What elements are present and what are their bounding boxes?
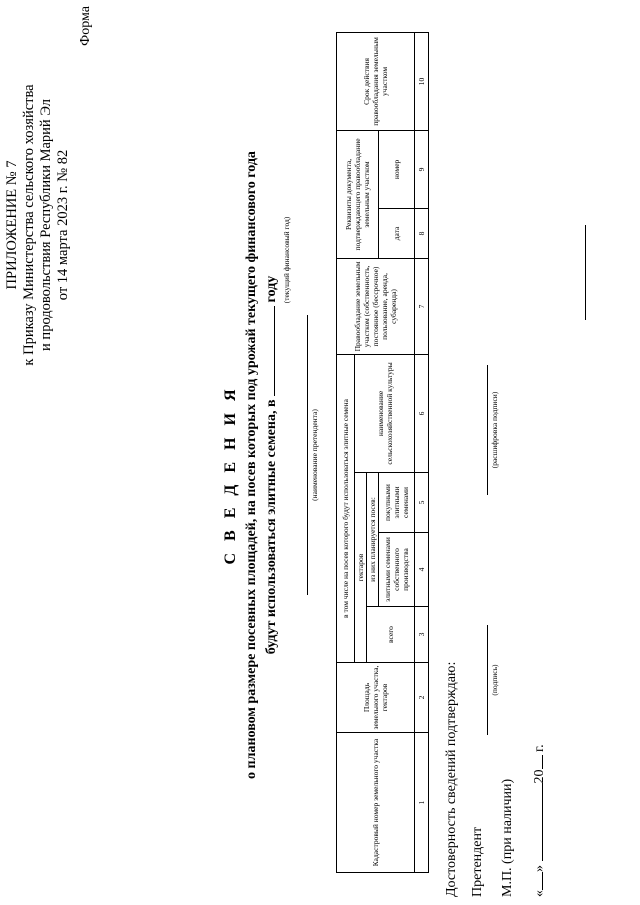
th-planned: из них планируется посев:: [367, 473, 379, 607]
appendix-line-3: и продовольствия Республики Марий Эл: [38, 99, 54, 351]
date-close-quote: »: [532, 865, 547, 872]
th-crop: наименование сельскохозяйственной культуры: [355, 354, 415, 472]
th-total: всего: [367, 607, 415, 663]
signature-caption: (подпись): [490, 664, 499, 696]
col-num: 1: [415, 733, 429, 873]
date-open-quote: «: [532, 890, 547, 897]
year-suffix: г.: [532, 744, 547, 752]
th-term: Срок действия правообладания земельным участком: [337, 32, 415, 130]
th-area: Площадь земельного участка, гектаров: [337, 663, 415, 733]
subtitle-2-left: будут использоваться элитные семена, в: [264, 399, 279, 655]
extra-line[interactable]: [584, 225, 586, 320]
appendix-header: [4, 25, 72, 425]
col-num: 9: [415, 130, 429, 208]
th-right: Правообладание земельным участком (собственность, постоянное (бессрочное) пользование, аренда, субаренда): [337, 258, 415, 354]
col-num: 8: [415, 208, 429, 258]
col-num: 5: [415, 473, 429, 533]
year-input-line[interactable]: [262, 306, 275, 396]
document-subtitle-2: [262, 165, 280, 765]
date-row: [530, 744, 548, 897]
col-num: 7: [415, 258, 429, 354]
th-cadastral: Кадастровый номер земельного участка: [337, 733, 415, 873]
applicant-caption: (наименование претендента): [310, 409, 319, 501]
th-including: в том числе на посев которого будут использоваться элитные семена: [337, 354, 355, 662]
signature-line[interactable]: [486, 625, 488, 735]
th-number: номер: [379, 130, 415, 208]
appendix-line-4: от 14 марта 2023 г. № 82: [55, 149, 71, 301]
th-own-seeds: элитными семенами собственного производства: [379, 533, 415, 607]
decoding-caption: (расшифровка подписи): [490, 391, 499, 469]
th-hectares: гектаров: [355, 473, 367, 663]
confirmation-text: Достоверность сведений подтверждаю:: [444, 661, 459, 897]
col-num: 2: [415, 663, 429, 733]
applicant-name-line[interactable]: [306, 315, 308, 595]
year-prefix: 20: [532, 769, 547, 784]
col-num: 6: [415, 354, 429, 472]
subtitle-2-right: году: [264, 275, 279, 303]
plots-table: [336, 32, 429, 873]
year-caption: (текущий финансовый год): [282, 216, 291, 304]
year-field[interactable]: [530, 756, 543, 770]
th-doc-reqs: Реквизиты документа, подтверждающего правообладание земельным участком: [337, 130, 379, 258]
th-bought-seeds: покупными элитными семенами: [379, 473, 415, 533]
form-label: Форма: [78, 6, 93, 46]
col-num: 10: [415, 32, 429, 130]
document-subtitle-1: о плановом размере посевных площадей, на посев которых под урожай текущего финансового года: [244, 151, 259, 779]
col-num: 4: [415, 533, 429, 607]
mp-label: М.П. (при наличии): [500, 778, 515, 897]
table-column-numbers: [415, 32, 429, 872]
appendix-line-2: к Приказу Министерства сельского хозяйства: [21, 84, 37, 366]
pretendent-label: Претендент: [470, 826, 485, 897]
appendix-number: ПРИЛОЖЕНИЕ № 7: [4, 160, 20, 290]
document-title: С В Е Д Е Н И Я: [222, 385, 239, 565]
decoding-line[interactable]: [486, 365, 488, 495]
th-date: дата: [379, 208, 415, 258]
col-num: 3: [415, 607, 429, 663]
month-field[interactable]: [530, 784, 543, 862]
day-field[interactable]: [530, 872, 543, 890]
